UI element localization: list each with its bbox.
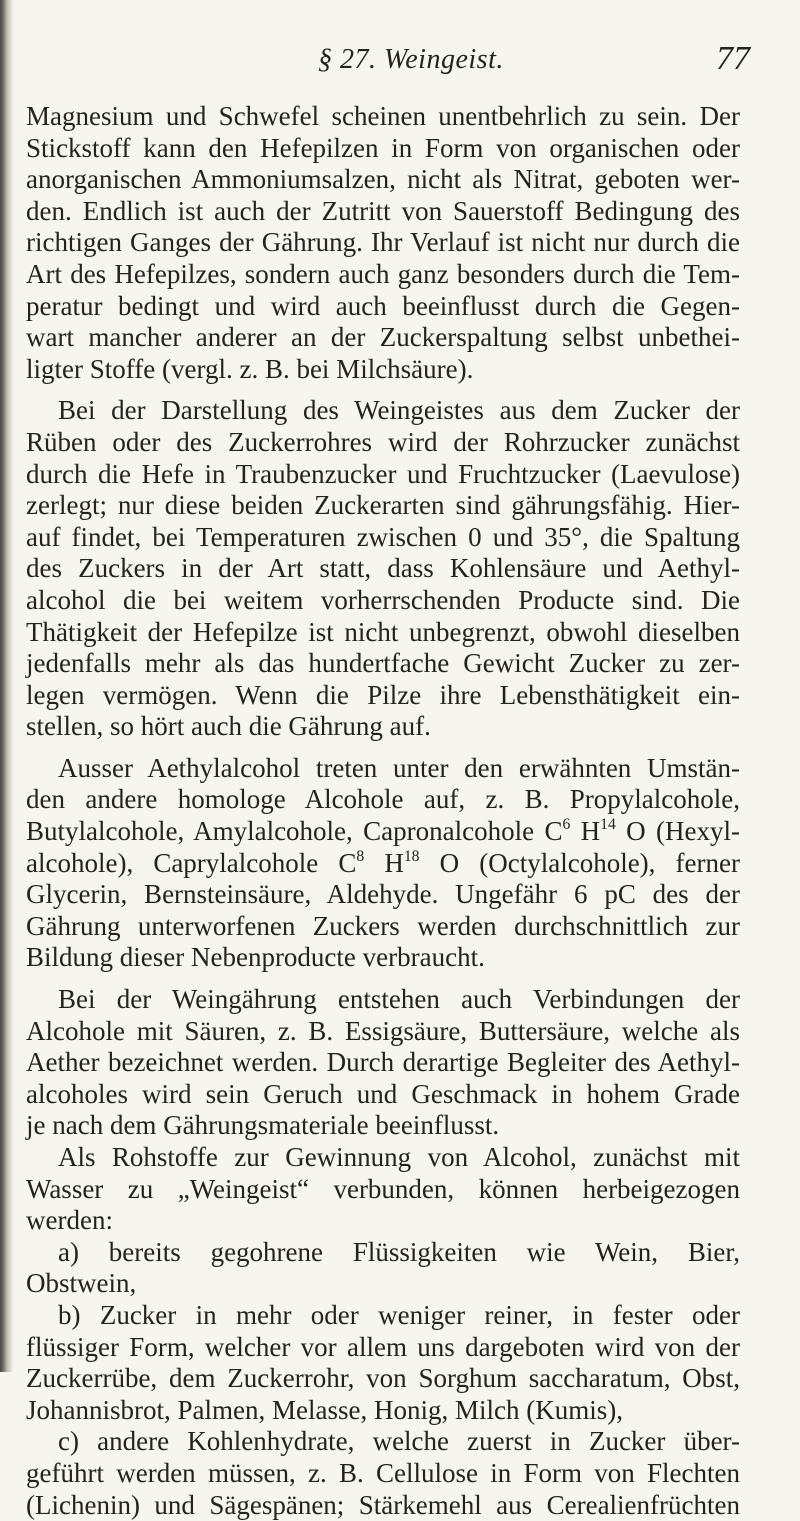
list-item-line: Obstwein, xyxy=(26,1268,137,1299)
text-line: je nach dem Gährungsmateriale beeinflusst. xyxy=(26,1110,500,1141)
formula-subscript: 18 xyxy=(403,847,420,865)
text-line-formula xyxy=(26,816,740,848)
text-line: Thätigkeit der Hefepilze ist nicht unbegrenzt, obwohl dieselben xyxy=(26,616,740,647)
text-line: Gährung unterworfenen Zuckers werden durchschnittlich zur xyxy=(26,910,740,941)
text-line: legen vermögen. Wenn die Pilze ihre Lebensthätigkeit ein- xyxy=(26,679,740,710)
text-fragment: alcohole), Caprylalcohole C xyxy=(26,847,357,878)
text-line: den andere homologe Alcohole auf, z. B. Propylalcohole, xyxy=(26,784,740,815)
text-line: Stickstoff kann den Hefepilzen in Form von organischen oder xyxy=(26,132,740,163)
list-item-line: flüssiger Form, welcher vor allem uns dargeboten wird von der xyxy=(26,1331,740,1362)
text-fragment: H xyxy=(364,847,404,878)
list-item-line: Johannisbrot, Palmen, Melasse, Honig, Milch (Kumis), xyxy=(26,1394,623,1425)
text-line: stellen, so hört auch die Gährung auf. xyxy=(26,711,431,742)
text-line: den. Endlich ist auch der Zutritt von Sauerstoff Bedingung des xyxy=(26,195,740,226)
text-line: Bildung dieser Nebenproducte verbraucht. xyxy=(26,942,485,973)
text-line: jedenfalls mehr als das hundertfache Gewicht Zucker zu zer- xyxy=(26,648,740,679)
text-line: alcoholes wird sein Geruch und Geschmack in hohem Grade xyxy=(26,1078,740,1109)
list-item-line: Zuckerrübe, dem Zuckerrohr, von Sorghum saccharatum, Obst, xyxy=(26,1363,740,1394)
text-line-formula xyxy=(26,848,740,880)
text-line: auf findet, bei Temperaturen zwischen 0 und 35°, die Spaltung xyxy=(26,521,740,552)
list-item-line: c) andere Kohlenhydrate, welche zuerst in Zucker über- xyxy=(58,1426,740,1457)
text-fragment: O (Hexyl- xyxy=(615,816,740,847)
formula-subscript: 8 xyxy=(356,847,365,865)
list-item-line: b) Zucker in mehr oder weniger reiner, in fester oder xyxy=(58,1299,740,1330)
text-line: des Zuckers in der Art statt, dass Kohlensäure und Aethyl- xyxy=(26,553,740,584)
formula-subscript: 6 xyxy=(562,816,571,834)
text-line: ligter Stoffe (vergl. z. B. bei Milchsäure). xyxy=(26,353,474,384)
page-binding-edge xyxy=(0,0,14,1372)
text-line: Als Rohstoffe zur Gewinnung von Alcohol, zunächst mit xyxy=(58,1142,740,1172)
text-fragment: O (Octylalcohole), ferner xyxy=(419,847,740,878)
list-item-line: geführt werden müssen, z. B. Cellulose in Form von Flechten xyxy=(26,1457,740,1488)
text-line: Rüben oder des Zuckerrohres wird der Rohrzucker zunächst xyxy=(26,426,740,457)
text-line: zerlegt; nur diese beiden Zuckerarten sind gährungsfähig. Hier- xyxy=(26,490,740,521)
text-line: richtigen Ganges der Gährung. Ihr Verlauf ist nicht nur durch die xyxy=(26,227,740,258)
text-line: werden: xyxy=(26,1205,113,1236)
text-line: Ausser Aethylalcohol treten unter den erwähnten Umstän- xyxy=(58,752,740,783)
text-line: anorganischen Ammoniumsalzen, nicht als Nitrat, geboten wer- xyxy=(26,164,740,195)
text-line: alcohol die bei weitem vorherrschenden Producte sind. Die xyxy=(26,584,740,615)
text-fragment: Butylalcohole, Amylalcohole, Capronalcohole C xyxy=(26,816,563,847)
page-header xyxy=(0,40,800,90)
text-line: Art des Hefepilzes, sondern auch ganz besonders durch die Tem- xyxy=(26,258,740,289)
text-line: Aether bezeichnet werden. Durch derartige Begleiter des Aethyl- xyxy=(26,1047,740,1078)
running-head-section: § 27. Weingeist. xyxy=(318,44,504,75)
text-line: peratur bedingt und wird auch beeinflusst durch die Gegen- xyxy=(26,290,740,321)
body-text xyxy=(26,101,740,1521)
list-item-line: (Lichenin) und Sägespänen; Stärkemehl aus Cerealienfrüchten xyxy=(26,1489,740,1520)
text-line: Wasser zu „Weingeist“ verbunden, können herbeigezogen xyxy=(26,1173,740,1204)
list-item-line: a) bereits gegohrene Flüssigkeiten wie Wein, Bier, xyxy=(58,1236,740,1267)
page-number: 77 xyxy=(716,40,750,77)
text-line: Bei der Darstellung des Weingeistes aus dem Zucker der xyxy=(58,395,740,426)
text-line: Alcohole mit Säuren, z. B. Essigsäure, Buttersäure, welche als xyxy=(26,1015,740,1046)
text-line: durch die Hefe in Traubenzucker und Fruchtzucker (Laevulose) xyxy=(26,458,740,489)
formula-subscript: 14 xyxy=(600,816,616,834)
text-line: Glycerin, Bernsteinsäure, Aldehyde. Ungefähr 6 pC des der xyxy=(26,879,740,910)
text-line: Bei der Weingährung entstehen auch Verbindungen der xyxy=(58,984,740,1015)
text-line: Magnesium und Schwefel scheinen unentbehrlich zu sein. Der xyxy=(26,101,740,131)
text-line: wart mancher anderer an der Zuckerspaltung selbst unbethei- xyxy=(26,322,740,353)
text-fragment: H xyxy=(570,816,601,847)
